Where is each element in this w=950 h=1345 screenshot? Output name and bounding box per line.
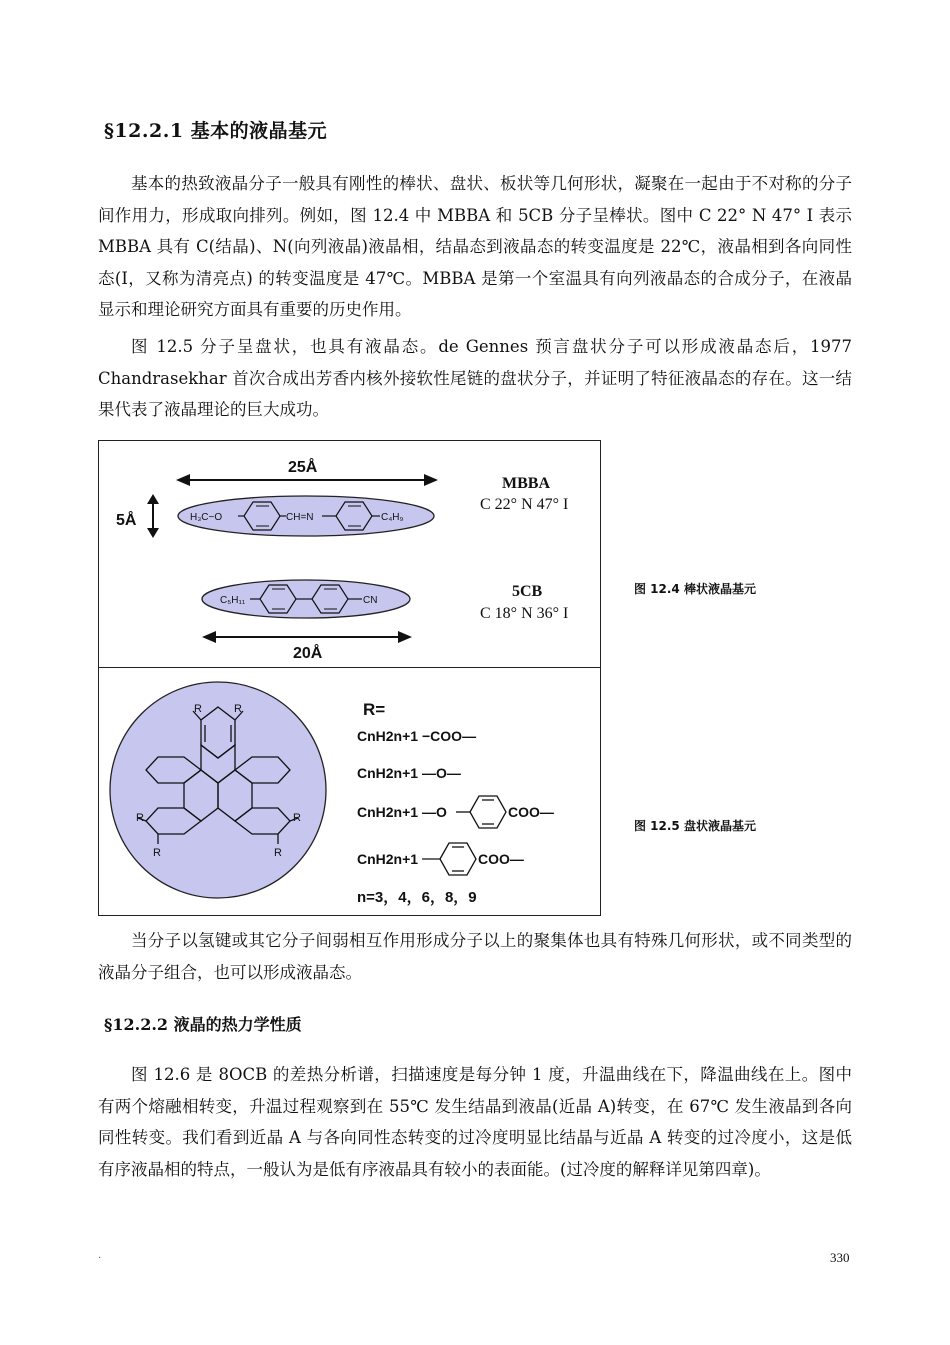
5cb-left-group: C₅H₁₁ [220,595,246,606]
r-label-2: R [234,703,242,715]
length-20-label: 20Å [293,645,323,662]
formula-3-oxygen: —O [422,804,447,820]
section-title-12-2-2: §12.2.2 液晶的热力学性质 [104,1015,302,1034]
paragraph-aggregates [98,925,852,988]
formula-4-benzene [422,843,476,875]
mbba-transitions: C 22° N 47° I [480,496,569,513]
r-label-3: R [136,812,144,824]
footer-dot: . [98,1250,102,1261]
paragraph-text: 基本的热致液晶分子一般具有刚性的棒状、盘状、板状等几何形状，凝聚在一起由于不对称的分子间作用力，形成取向排列。例如，图 12.4 中 MBBA 和 5CB 分子呈棒状。图中 C 22° N 47° I 表示 MBBA 具有 C(结晶)、N(向列液晶)液晶相，结晶态到液晶态的转变温度是 22℃，液晶相到各向同性态(I，又称为清亮点) 的转变温度是 47℃。MBBA 是第一个室温具有向列液晶态的合成分子，在液晶显示和理论研究方面具有重要的历史作用。 [98,174,852,319]
width-5-label: 5Å [116,512,137,529]
disc-mesogen-diagram [98,668,601,915]
paragraph-rod-mesogens [98,168,852,326]
formula-4-core: CnH2n+1 [357,851,419,867]
paragraph-text: 图 12.6 是 8OCB 的差热分析谱，扫描速度是每分钟 1 度，升温曲线在下，降温曲线在上。图中有两个熔融相转变，升温过程观察到在 55℃ 发生结晶到液晶(近晶 A)转变，在 67℃ 发生液晶到各向同性转变。我们看到近晶 A 与各向同性态转变的过冷度明显比结晶与近晶 A 转变的过冷度小，这是低有序液晶相的特点，一般认为是低有序液晶具有较小的表面能。(过冷度的解释详见第四章)。 [98,1065,852,1179]
formula-4-tail: COO— [478,851,524,867]
paragraph-thermodynamics [98,1059,852,1185]
formula-3-core: CnH2n+1 [357,804,419,820]
paragraph-text: 当分子以氢键或其它分子间弱相互作用形成分子以上的聚集体也具有特殊几何形状，或不同类型的液晶分子组合，也可以形成液晶态。 [98,931,852,982]
paragraph-text: 图 12.5 分子呈盘状，也具有液晶态。de Gennes 预言盘状分子可以形成液晶态后，1977 Chandrasekhar 首次合成出芳香内核外接软性尾链的盘状分子，并证明了特征液晶态的存在。这一结果代表了液晶理论的巨大成功。 [98,337,852,419]
n-values: n=3，4，6，8，9 [357,889,477,906]
length-25-label: 25Å [288,459,318,476]
r-equals: R= [363,700,386,719]
page-number: 330 [830,1250,850,1265]
mbba-name: MBBA [502,475,550,492]
figure-12-4-caption: 图 12.4 棒状液晶基元 [634,582,756,596]
mbba-right-group: C₄H₉ [381,512,404,523]
5cb-transitions: C 18° N 36° I [480,605,569,622]
formula-1-core: CnH2n+1 [357,728,419,744]
formula-1-tail: −COO— [422,728,477,744]
r-label-1: R [194,703,202,715]
r-label-6: R [274,847,282,859]
formula-3-benzene [456,796,506,828]
mbba-imine: CH=N [286,512,314,523]
rod-mesogen-diagram [98,440,601,668]
r-label-5: R [293,812,301,824]
5cb-name: 5CB [512,583,543,600]
paragraph-disc-mesogens [98,331,852,426]
formula-3-tail: COO— [508,804,554,820]
formula-2-tail: —O— [422,765,461,781]
r-label-4: R [153,847,161,859]
mbba-left-group: H₃C−O [190,512,223,523]
length-20-arrow [202,631,412,643]
width-5-arrow [147,494,159,538]
formula-2-core: CnH2n+1 [357,765,419,781]
section-title-12-2-1: §12.2.1 基本的液晶基元 [104,120,328,142]
figure-12-5-caption: 图 12.5 盘状液晶基元 [634,819,756,833]
5cb-right-group: CN [363,595,378,606]
